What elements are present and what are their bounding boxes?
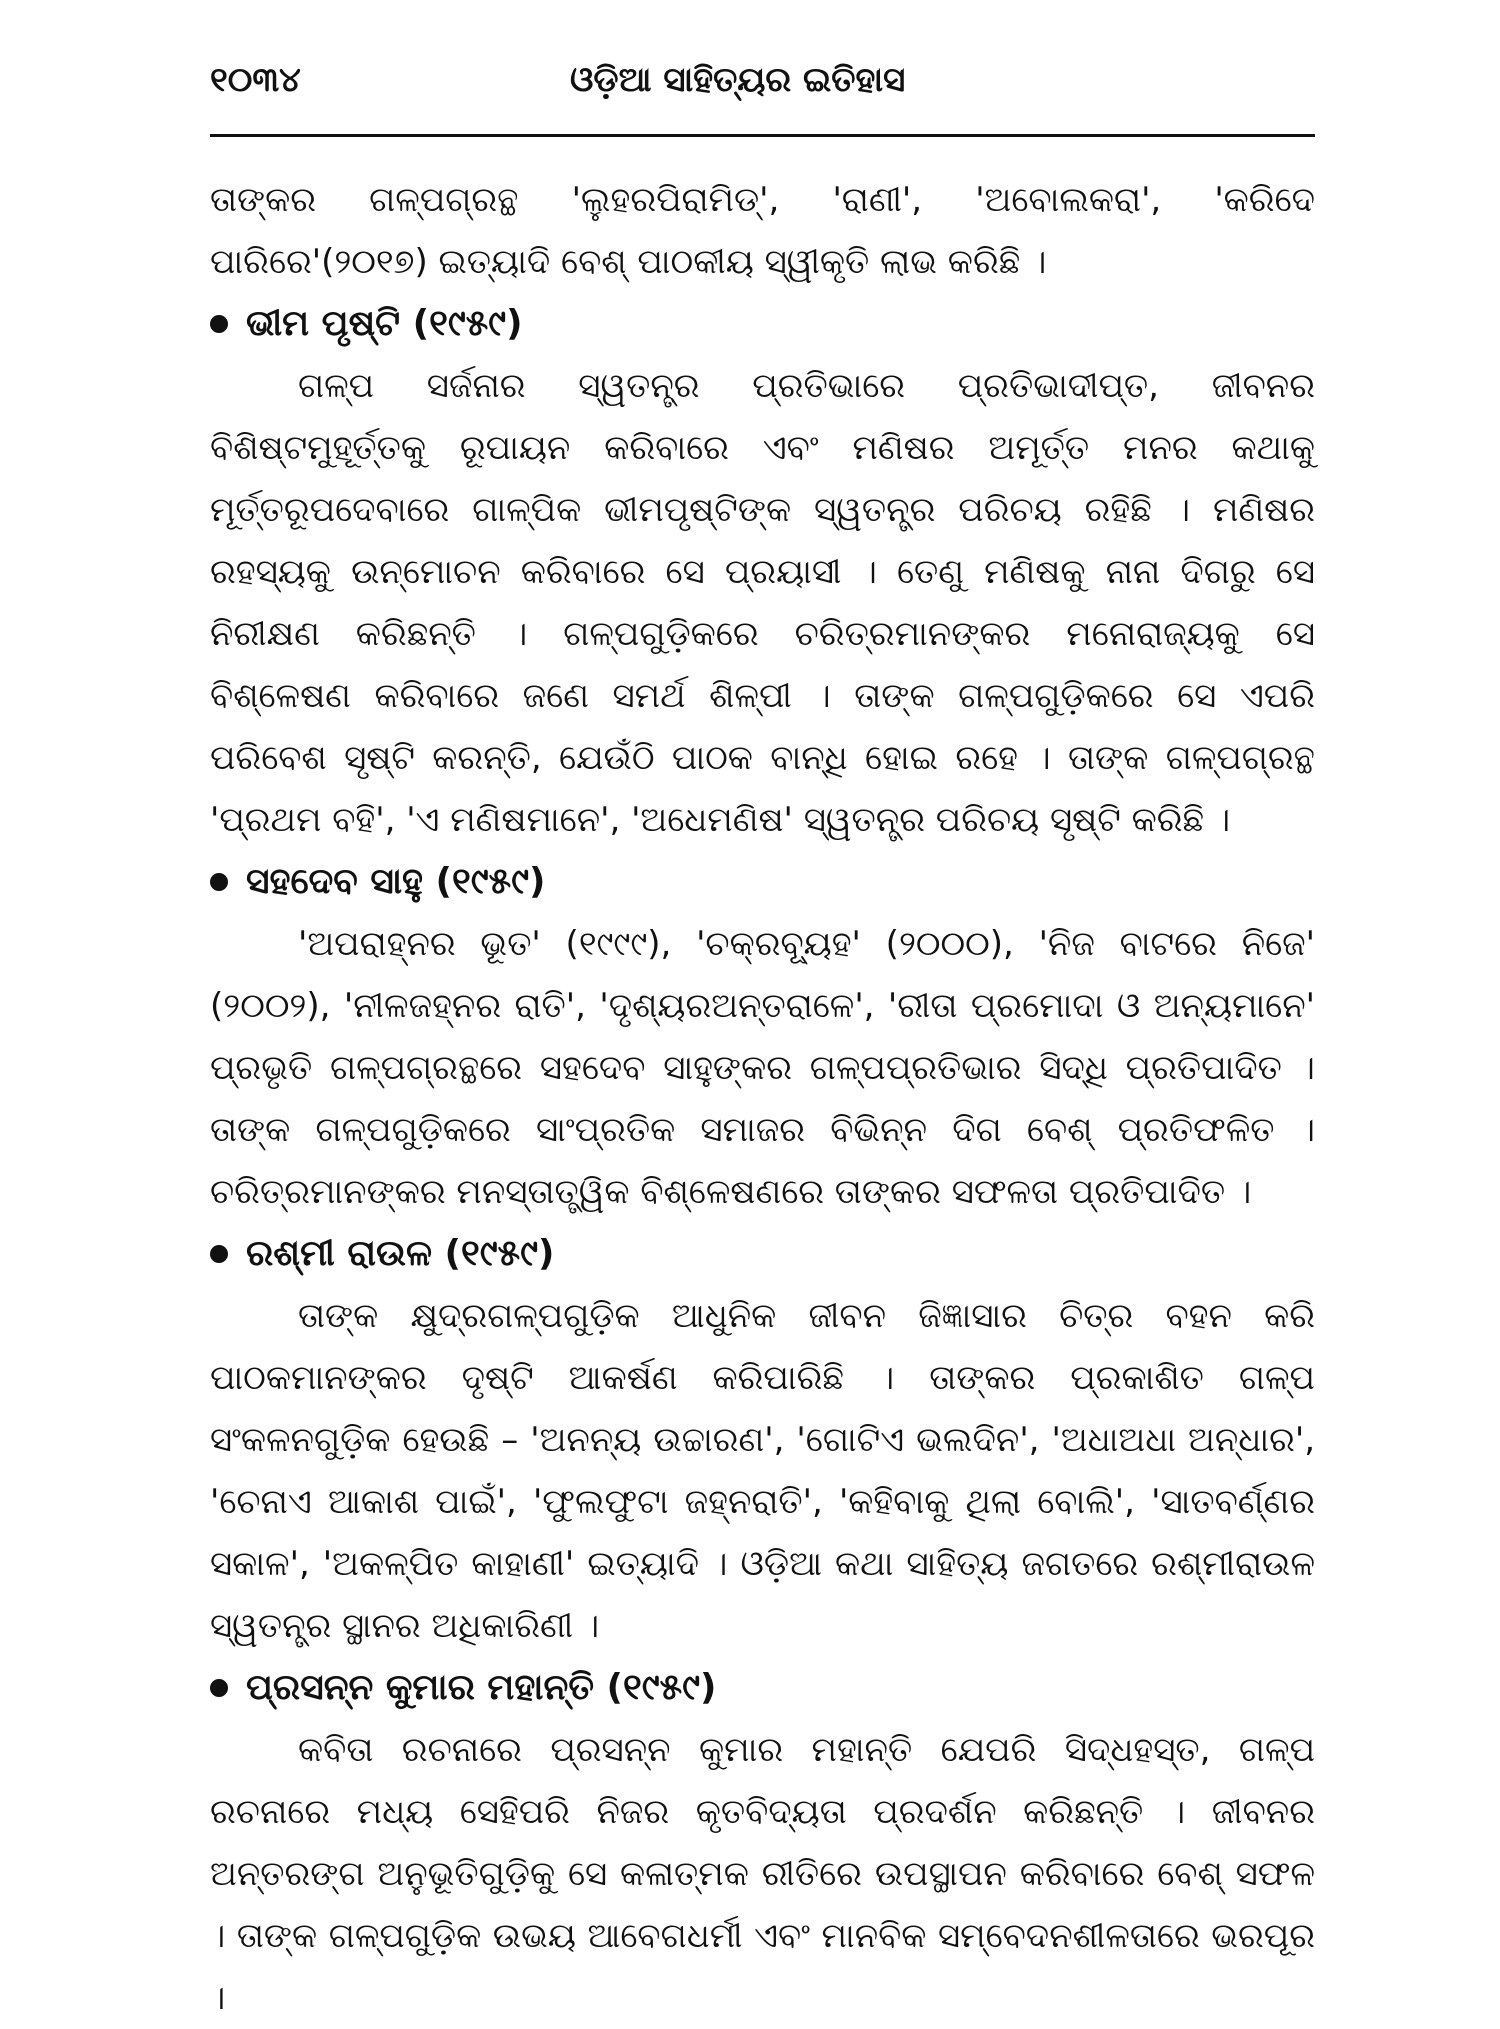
bullet-icon: [210, 1245, 228, 1263]
section-heading: [210, 1657, 1315, 1719]
section-heading-text: ସହଦେବ ସାହୁ (୧୯୫୯): [246, 861, 546, 902]
section-heading-text: ଭୀମ ପୃଷ୍ଟି (୧୯୫୯): [246, 303, 523, 344]
running-title: ଓଡ଼ିଆ ସାହିତ୍ୟର ଇତିହାସ: [570, 60, 906, 100]
section-heading-text: ପ୍ରସନ୍ନ କୁମାର ମହାନ୍ତି (୧୯୫୯): [246, 1667, 717, 1708]
section-heading: [210, 293, 1315, 355]
section-heading: [210, 1223, 1315, 1285]
section-paragraph: ଗଳ୍ପ ସର୍ଜନାର ସ୍ୱତନ୍ତ୍ର ପ୍ରତିଭାରେ ପ୍ରତିଭାଦୀପ୍ତ, ଜୀବନର ବିଶିଷ୍ଟମୁହୂର୍ତ୍ତକୁ ରୂପାୟନ କରିବାରେ ଏବଂ ମଣିଷର ଅମୂର୍ତ୍ତ ମନର କଥାକୁ ମୂର୍ତ୍ତରୂପଦେବାରେ ଗାଳ୍ପିକ ଭୀମପୃଷ୍ଟିଙ୍କ ସ୍ୱତନ୍ତ୍ର ପରିଚୟ ରହିଛି । ମଣିଷର ରହସ୍ୟକୁ ଉନ୍ମୋଚନ କରିବାରେ ସେ ପ୍ରୟାସୀ । ତେଣୁ ମଣିଷକୁ ନାନା ଦିଗରୁ ସେ ନିରୀକ୍ଷଣ କରିଛନ୍ତି । ଗଳ୍ପଗୁଡ଼ିକରେ ଚରିତ୍ରମାନଙ୍କର ମନୋରାଜ୍ୟକୁ ସେ ବିଶ୍ଳେଷଣ କରିବାରେ ଜଣେ ସମର୍ଥ ଶିଳ୍ପୀ । ତାଙ୍କ ଗଳ୍ପଗୁଡ଼ିକରେ ସେ ଏପରି ପରିବେଶ ସୃଷ୍ଟି କରନ୍ତି, ଯେଉଁଠି ପାଠକ ବାନ୍ଧି ହୋଇ ରହେ । ତାଙ୍କ ଗଳ୍ପଗ୍ରନ୍ଥ 'ପ୍ରଥମ ବହି', 'ଏ ମଣିଷମାନେ', 'ଅଧେମଣିଷ' ସ୍ୱତନ୍ତ୍ର ପରିଚୟ ସୃଷ୍ଟି କରିଛି ।: [210, 366, 1315, 840]
section-paragraph: 'ଅପରାହ୍ନର ଭୂତ' (୧୯୯୯), 'ଚକ୍ରବ୍ୟୂହ' (୨୦୦୦), 'ନିଜ ବାଟରେ ନିଜେ' (୨୦୦୨), 'ନୀଳଜହ୍ନର ରାତି', 'ଦୃଶ୍ୟରଅନ୍ତରାଳେ', 'ରୀତା ପ୍ରମୋଦା ଓ ଅନ୍ୟମାନେ' ପ୍ରଭୃତି ଗଳ୍ପଗ୍ରନ୍ଥରେ ସହଦେବ ସାହୁଙ୍କର ଗଳ୍ପପ୍ରତିଭାର ସିଦ୍ଧି ପ୍ରତିପାଦିତ । ତାଙ୍କ ଗଳ୍ପଗୁଡ଼ିକରେ ସାଂପ୍ରତିକ ସମାଜର ବିଭିନ୍ନ ଦିଗ ବେଶ୍ ପ୍ରତିଫଳିତ । ଚରିତ୍ରମାନଙ୍କର ମନସ୍ତାତ୍ତ୍ୱିକ ବିଶ୍ଳେଷଣରେ ତାଙ୍କର ସଫଳତା ପ୍ରତିପାଦିତ ।: [210, 924, 1315, 1212]
page-body: [210, 169, 1315, 2029]
section-heading-text: ରଶ୍ମୀ ରାଉଳ (୧୯୫୯): [246, 1233, 555, 1274]
bullet-icon: [210, 315, 228, 333]
continuation-paragraph: ତାଙ୍କର ଗଳ୍ପଗ୍ରନ୍ଥ 'ଲୁହରପିରାମିଡ୍', 'ରାଣୀ', 'ଅବୋଲକରା', 'କରିଦେ ପାରିରେ'(୨୦୧୭) ଇତ୍ୟାଦି ବେଶ୍ ପାଠକୀୟ ସ୍ୱୀକୃତି ଲାଭ କରିଛି ।: [210, 180, 1315, 282]
bullet-icon: [210, 873, 228, 891]
page-number: ୧୦୩୪: [210, 60, 301, 100]
section-heading: [210, 851, 1315, 913]
bullet-icon: [210, 1679, 228, 1697]
page-header: [210, 60, 1315, 137]
section-paragraph: ତାଙ୍କ କ୍ଷୁଦ୍ରଗଳ୍ପଗୁଡ଼ିକ ଆଧୁନିକ ଜୀବନ ଜିଜ୍ଞାସାର ଚିତ୍ର ବହନ କରି ପାଠକମାନଙ୍କର ଦୃଷ୍ଟି ଆକର୍ଷଣ କରିପାରିଛି । ତାଙ୍କର ପ୍ରକାଶିତ ଗଳ୍ପ ସଂକଳନଗୁଡ଼ିକ ହେଉଛି – 'ଅନନ୍ୟ ଉଚ୍ଚାରଣ', 'ଗୋଟିଏ ଭଲଦିନ', 'ଅଧାଅଧା ଅନ୍ଧାର', 'ଚେନାଏ ଆକାଶ ପାଇଁ', 'ଫୁଲଫୁଟା ଜହ୍ନରାତି', 'କହିବାକୁ ଥିଲା ବୋଲି', 'ସାତବର୍ଣ୍ଣର ସକାଳ', 'ଅକଳ୍ପିତ କାହାଣୀ' ଇତ୍ୟାଦି । ଓଡ଼ିଆ କଥା ସାହିତ୍ୟ ଜଗତରେ ରଶ୍ମୀରାଉଳ ସ୍ୱତନ୍ତ୍ର ସ୍ଥାନର ଅଧିକାରିଣୀ ।: [210, 1296, 1315, 1646]
section-paragraph: କବିତା ରଚନାରେ ପ୍ରସନ୍ନ କୁମାର ମହାନ୍ତି ଯେପରି ସିଦ୍ଧହସ୍ତ, ଗଳ୍ପ ରଚନାରେ ମଧ୍ୟ ସେହିପରି ନିଜର କୃତବିଦ୍ୟତା ପ୍ରଦର୍ଶନ କରିଛନ୍ତି । ଜୀବନର ଅନ୍ତରଙ୍ଗ ଅନୁଭୂତିଗୁଡ଼ିକୁ ସେ କଳାତ୍ମକ ରୀତିରେ ଉପସ୍ଥାପନ କରିବାରେ ବେଶ୍ ସଫଳ । ତାଙ୍କ ଗଳ୍ପଗୁଡ଼ିକ ଉଭୟ ଆବେଗଧର୍ମୀ ଏବଂ ମାନବିକ ସମ୍ବେଦନଶୀଳତାରେ ଭରପୂର ।: [210, 1730, 1315, 2018]
